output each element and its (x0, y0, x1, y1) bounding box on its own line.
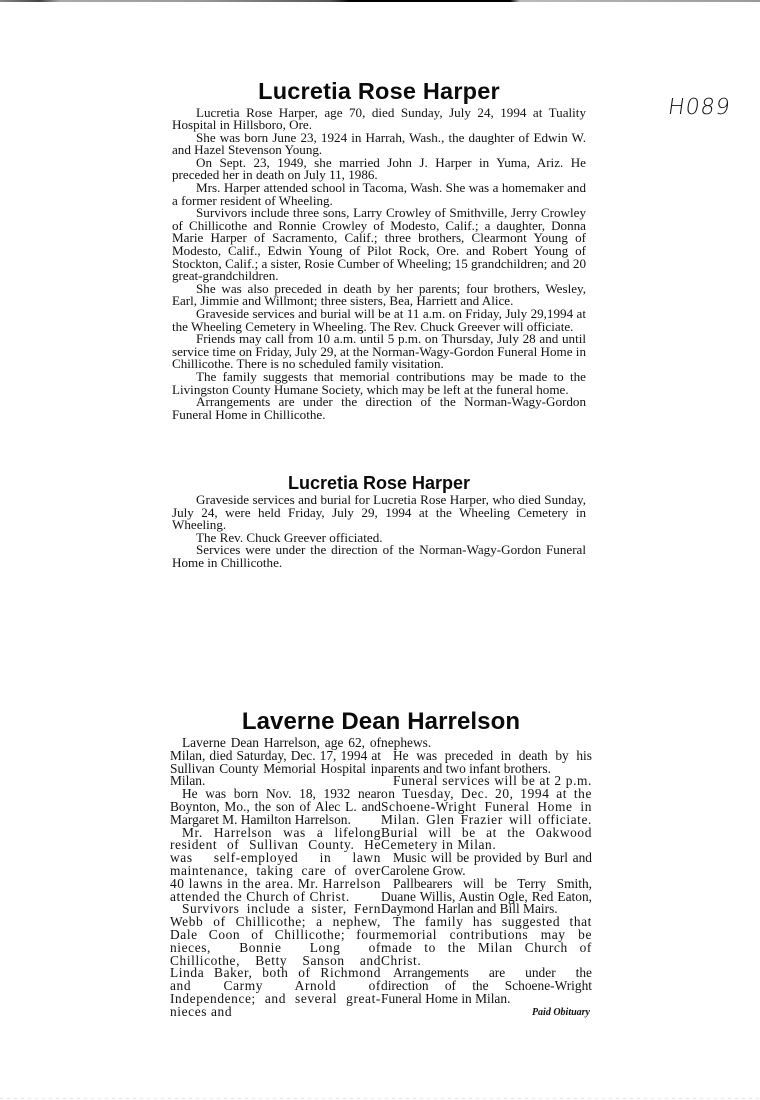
article-paragraph: Graveside services and burial will be at 11 a.m. on Friday, July 29,1994 at the Wheeling Cemetery in Wheeling. The Rev. Chuck Greever will officiate. (172, 306, 586, 334)
article-paragraph: Graveside services and burial for Lucretia Rose Harper, who died Sunday, July 24, were held Friday, July 29, 1994 at the Wheeling Cemetery in Wheeling. (172, 492, 586, 533)
scan-edge-top (0, 0, 760, 2)
article-paragraph: He was born Nov. 18, 1932 near Boynton, Mo., the son of Alec L. and Margaret M. Hamilton Harrelson. (170, 786, 381, 827)
left-column (170, 737, 381, 1019)
obituary-article (170, 710, 592, 1019)
article-paragraph: Services were under the direction of the Norman-Wagy-Gordon Funeral Home in Chillicothe. (172, 542, 586, 570)
article-paragraph: Music will be provided by Burl and Carolene Grow. (381, 850, 592, 878)
article-headline: Lucretia Rose Harper (287, 473, 471, 493)
article-paragraph: The family suggests that memorial contributions may be made to the Livingston County Humane Society, which may be left at the funeral home. (172, 368, 586, 397)
article-paragraph-continuation: nephews. (381, 735, 432, 750)
right-column (381, 737, 592, 1019)
article-headline: Laverne Dean Harrelson (241, 708, 521, 735)
obituary-article (172, 80, 586, 421)
scan-edge-bottom (0, 1098, 760, 1099)
article-columns (170, 737, 592, 1019)
article-paragraph: Arrangements are under the direction of the Schoene-Wright Funeral Home in Milan. (381, 965, 592, 1006)
article-paragraph: Mrs. Harper attended school in Tacoma, Wash. She was a homemaker and a former resident of Wheeling. (172, 180, 586, 208)
obituary-article (172, 474, 586, 570)
article-paragraph: Lucretia Rose Harper, age 70, died Sunday, July 24, 1994 at Tuality Hospital in Hillsboro, Ore. (172, 104, 586, 133)
article-paragraph: The Rev. Chuck Greever officiated. (196, 529, 383, 545)
article-paragraph: He was preceded in death by his parents and two infant brothers. (381, 747, 592, 776)
article-paragraph: Mr. Harrelson was a lifelong resident of Sullivan County. He was self-employed in lawn maintenance, taking care of over 40 lawns in the area. Mr. Harrelson attended the Church of Christ. (170, 824, 381, 904)
article-paragraph: Laverne Dean Harrelson, age 62, of Milan, died Saturday, Dec. 17, 1994 at Sullivan County Memorial Hospital in Milan. (170, 735, 381, 789)
article-paragraph: Pallbearers will be Terry Smith, Duane Willis, Austin Ogle, Red Eaton, Daymond Harlan and Bill Mairs. (381, 875, 592, 917)
article-paragraph: Friends may call from 10 a.m. until 5 p.m. on Thursday, July 28 and until service time on Friday, July 29, at the Norman-Wagy-Gordon Funeral Home in Chillicothe. There is no scheduled family visitation. (172, 331, 586, 372)
article-headline: Lucretia Rose Harper (258, 78, 500, 104)
article-paragraph: Survivors include three sons, Larry Crowley of Smithville, Jerry Crowley of Chillicothe and Ronnie Crowley of Modesto, Calif.; a daughter, Donna Marie Harper of Sacramento, Calif.; three brothers, Clearmont Young of Modesto, Calif., Edwin Young of Pilot Rock, Ore. and Robert Young of Stockton, Calif.; a sister, Rosie Cumber of Wheeling; 15 grandchildren; and 20 great-grandchildren. (172, 205, 586, 284)
paid-obituary-label: Paid Obituary (531, 1006, 590, 1018)
article-paragraph: On Sept. 23, 1949, she married John J. Harper in Yuma, Ariz. He preceded her in death on July 11, 1986. (172, 154, 586, 183)
article-paragraph: She was also preceded in death by her parents; four brothers, Wesley, Earl, Jimmie and Willmont; three sisters, Bea, Harriett and Alice. (172, 280, 586, 309)
article-paragraph: Funeral services will be at 2 p.m. on Tuesday, Dec. 20, 1994 at the Schoene-Wright Funeral Home in Milan. Glen Frazier will officiate. Burial will be at the Oakwood Cemetery in Milan. (381, 773, 592, 853)
article-paragraph: She was born June 23, 1924 in Harrah, Wash., the daughter of Edwin W. and Hazel Stevenson Young. (172, 129, 586, 158)
article-paragraph: The family has suggested that memorial contributions may be made to the Milan Church of Christ. (381, 914, 592, 968)
article-paragraph: Arrangements are under the direction of the Norman-Wagy-Gordon Funeral Home in Chillicothe. (172, 394, 586, 422)
archive-mark: H089 (666, 95, 733, 120)
article-paragraph: Survivors include a sister, Fern Webb of Chillicothe; a nephew, Dale Coon of Chillicothe; four nieces, Bonnie Long of Chillicothe, Betty Sanson and Linda Baker, both of Richmond and Carmy Arnold of Independence; and several great-nieces and (170, 901, 381, 1019)
